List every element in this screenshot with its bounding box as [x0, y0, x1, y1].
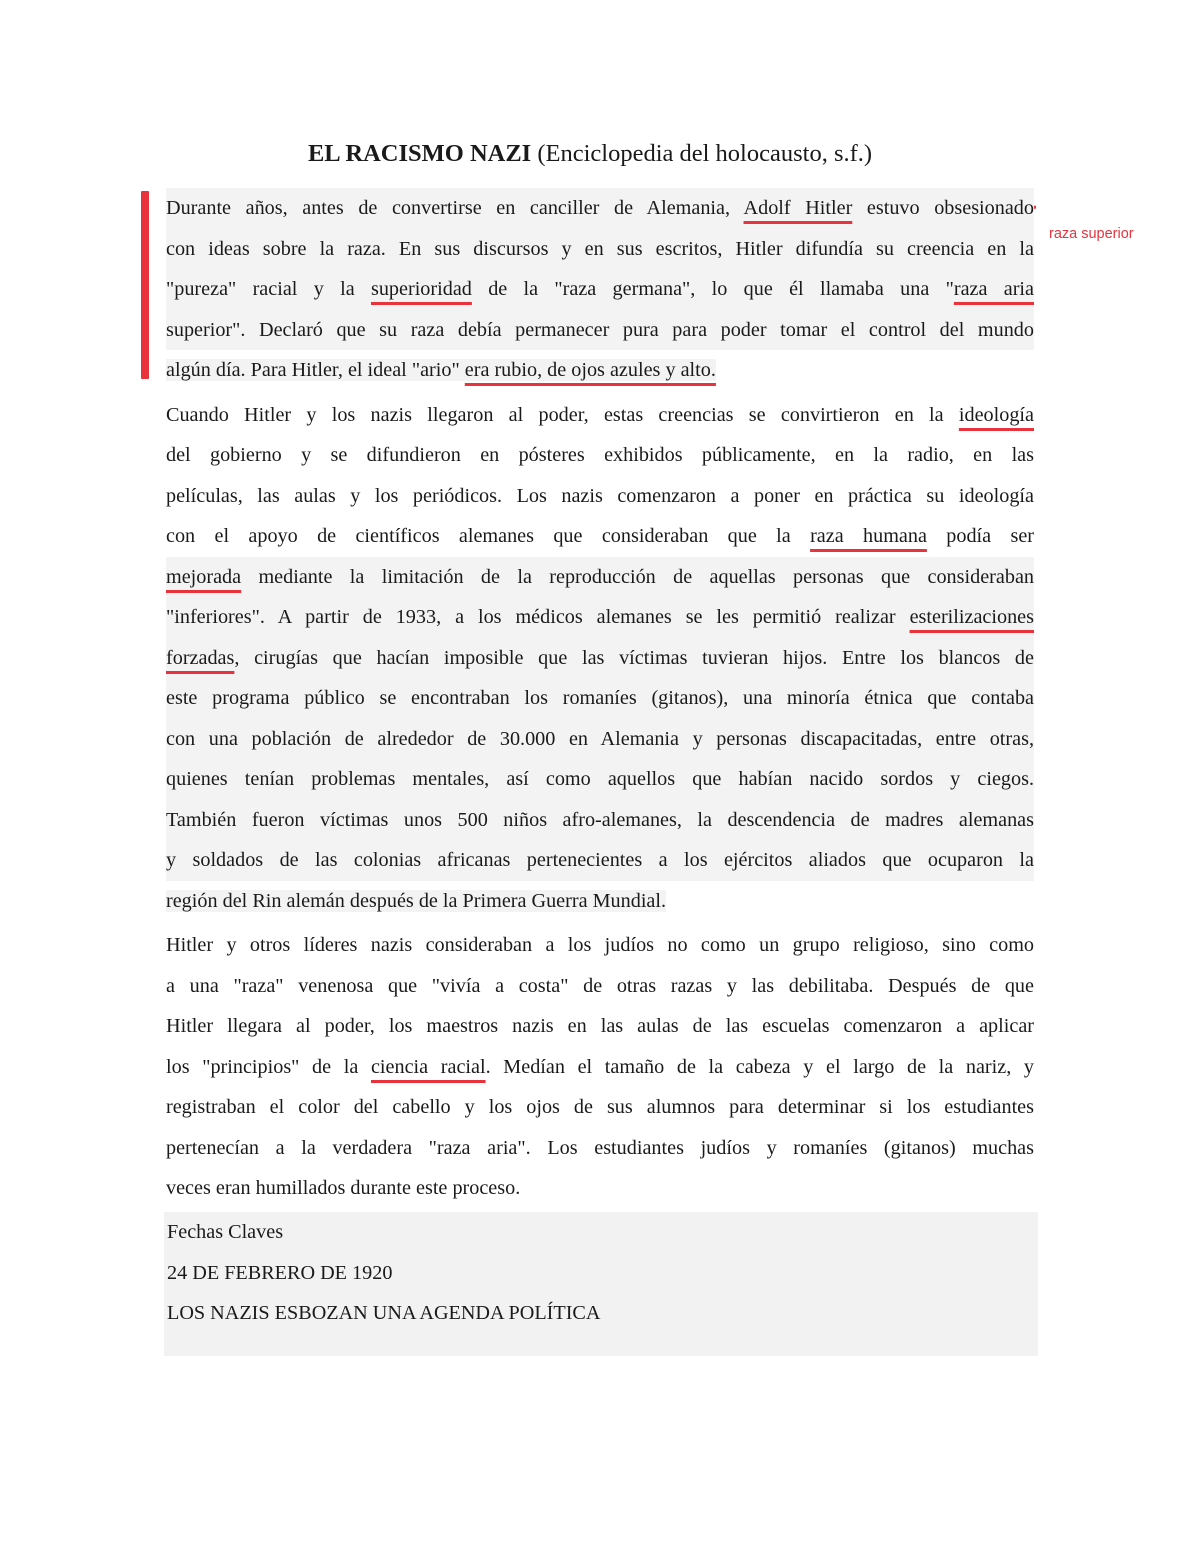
text-run: Durante años, antes de convertirse en canciller de Alemania, — [166, 197, 744, 219]
document-title — [0, 138, 1180, 170]
paragraph-1 — [166, 188, 1034, 391]
text-run: mediante la limitación de la reproducción de aquellas personas que consideraban — [241, 565, 1034, 588]
highlight-ciencia-racial: ciencia racial — [370, 1055, 486, 1078]
key-date-event: LOS NAZIS ESBOZAN UNA AGENDA POLÍTICA — [167, 1302, 601, 1324]
title-citation: (Enciclopedia del holocausto, s.f.) — [531, 140, 873, 167]
text-line: superior". Declaró que su raza debía permanecer pura para poder tomar el control del mundo — [166, 310, 1034, 351]
text-run: algún día. Para Hitler, el ideal "ario" — [166, 359, 465, 381]
text-line: Hitler y otros líderes nazis consideraban a los judíos no como un grupo religioso, sino como — [166, 934, 1034, 956]
text-run: con el apoyo de científicos alemanes que consideraban que la — [166, 525, 811, 547]
text-run: "pureza" racial y la — [166, 278, 371, 300]
highlight-adolf-hitler: Adolf Hitler — [743, 197, 853, 219]
highlight-esterilizaciones: esterilizaciones — [909, 606, 1034, 628]
text-line — [166, 881, 1034, 922]
highlight-superioridad: superioridad — [370, 278, 472, 300]
highlight-ideologia: ideología — [958, 403, 1034, 426]
text-line: También fueron víctimas unos 500 niños afro-alemanes, la descendencia de madres alemanas — [166, 800, 1034, 841]
text-line: a una "raza" venenosa que "vivía a costa" de otras razas y las debilitaba. Después de que — [166, 974, 1034, 997]
text-line: películas, las aulas y los periódicos. Los nazis comenzaron a poner en práctica su ideología — [166, 484, 1034, 507]
text-line — [166, 1047, 1034, 1088]
text-line: veces eran humillados durante este proceso. — [166, 1177, 521, 1199]
text-line: pertenecían a la verdadera "raza aria". Los estudiantes judíos y romaníes (gitanos) muchas — [166, 1136, 1034, 1159]
text-line: y soldados de las colonias africanas pertenecientes a los ejércitos aliados que ocuparon la — [166, 840, 1034, 881]
key-date: 24 DE FEBRERO DE 1920 — [167, 1261, 393, 1284]
text-line — [166, 638, 1034, 679]
highlight-raza-aria: raza aria — [953, 278, 1034, 300]
text-line — [166, 557, 1034, 598]
key-dates-box — [164, 1212, 1038, 1356]
text-line: Hitler llegara al poder, los maestros nazis en las aulas de las escuelas comenzaron a aplicar — [166, 1015, 1034, 1037]
text-line — [166, 269, 1034, 310]
title-bold: EL RACISMO NAZI — [307, 140, 532, 167]
text-run: Cuando Hitler y los nazis llegaron al poder, estas creencias se convirtieron en la — [166, 403, 959, 426]
text-line: con ideas sobre la raza. En sus discursos y en sus escritos, Hitler difundía su creencia en la — [166, 229, 1034, 270]
highlight-mejorada: mejorada — [166, 565, 242, 588]
text-run: los "principios" de la — [166, 1055, 371, 1078]
paragraph-3 — [166, 925, 1034, 1209]
text-line: del gobierno y se difundieron en pósteres exhibidos públicamente, en la radio, en las — [166, 444, 1034, 466]
text-line: este programa público se encontraban los romaníes (gitanos), una minoría étnica que contaba — [166, 678, 1034, 719]
text-run: , cirugías que hacían imposible que las víctimas tuvieran hijos. Entre los blancos de — [234, 646, 1034, 669]
text-run: de la "raza germana", lo que él llamaba una " — [471, 278, 954, 300]
change-bar — [141, 191, 149, 379]
text-run: . Medían el tamaño de la cabeza y el largo de la nariz, y — [485, 1055, 1035, 1078]
margin-comment[interactable]: raza superior — [1049, 226, 1134, 242]
text-line: con una población de alrededor de 30.000 en Alemania y personas discapacitadas, entre otras, — [166, 719, 1034, 760]
text-line — [166, 350, 1034, 391]
document-body — [166, 188, 1034, 1213]
highlight-raza-humana: raza humana — [810, 525, 927, 547]
text-line — [166, 597, 1034, 638]
text-run: estuvo obsesionado — [852, 197, 1034, 219]
text-line — [166, 516, 1034, 557]
text-line: quienes tenían problemas mentales, así como aquellos que habían nacido sordos y ciegos. — [166, 759, 1034, 800]
text-line — [166, 395, 1034, 436]
text-line — [166, 188, 1034, 229]
paragraph-2 — [166, 395, 1034, 922]
text-run: "inferiores". A partir de 1933, a los médicos alemanes se les permitió realizar — [166, 606, 910, 628]
key-dates-heading: Fechas Claves — [167, 1221, 284, 1243]
text-line: registraban el color del cabello y los ojos de sus alumnos para determinar si los estudiantes — [166, 1096, 1034, 1118]
highlight-forzadas: forzadas — [166, 646, 235, 669]
text-run: podía ser — [926, 525, 1035, 547]
highlight-era-rubio: era rubio, de ojos azules y alto. — [464, 359, 716, 381]
text-run: región del Rin alemán después de la Primera Guerra Mundial. — [166, 889, 667, 912]
